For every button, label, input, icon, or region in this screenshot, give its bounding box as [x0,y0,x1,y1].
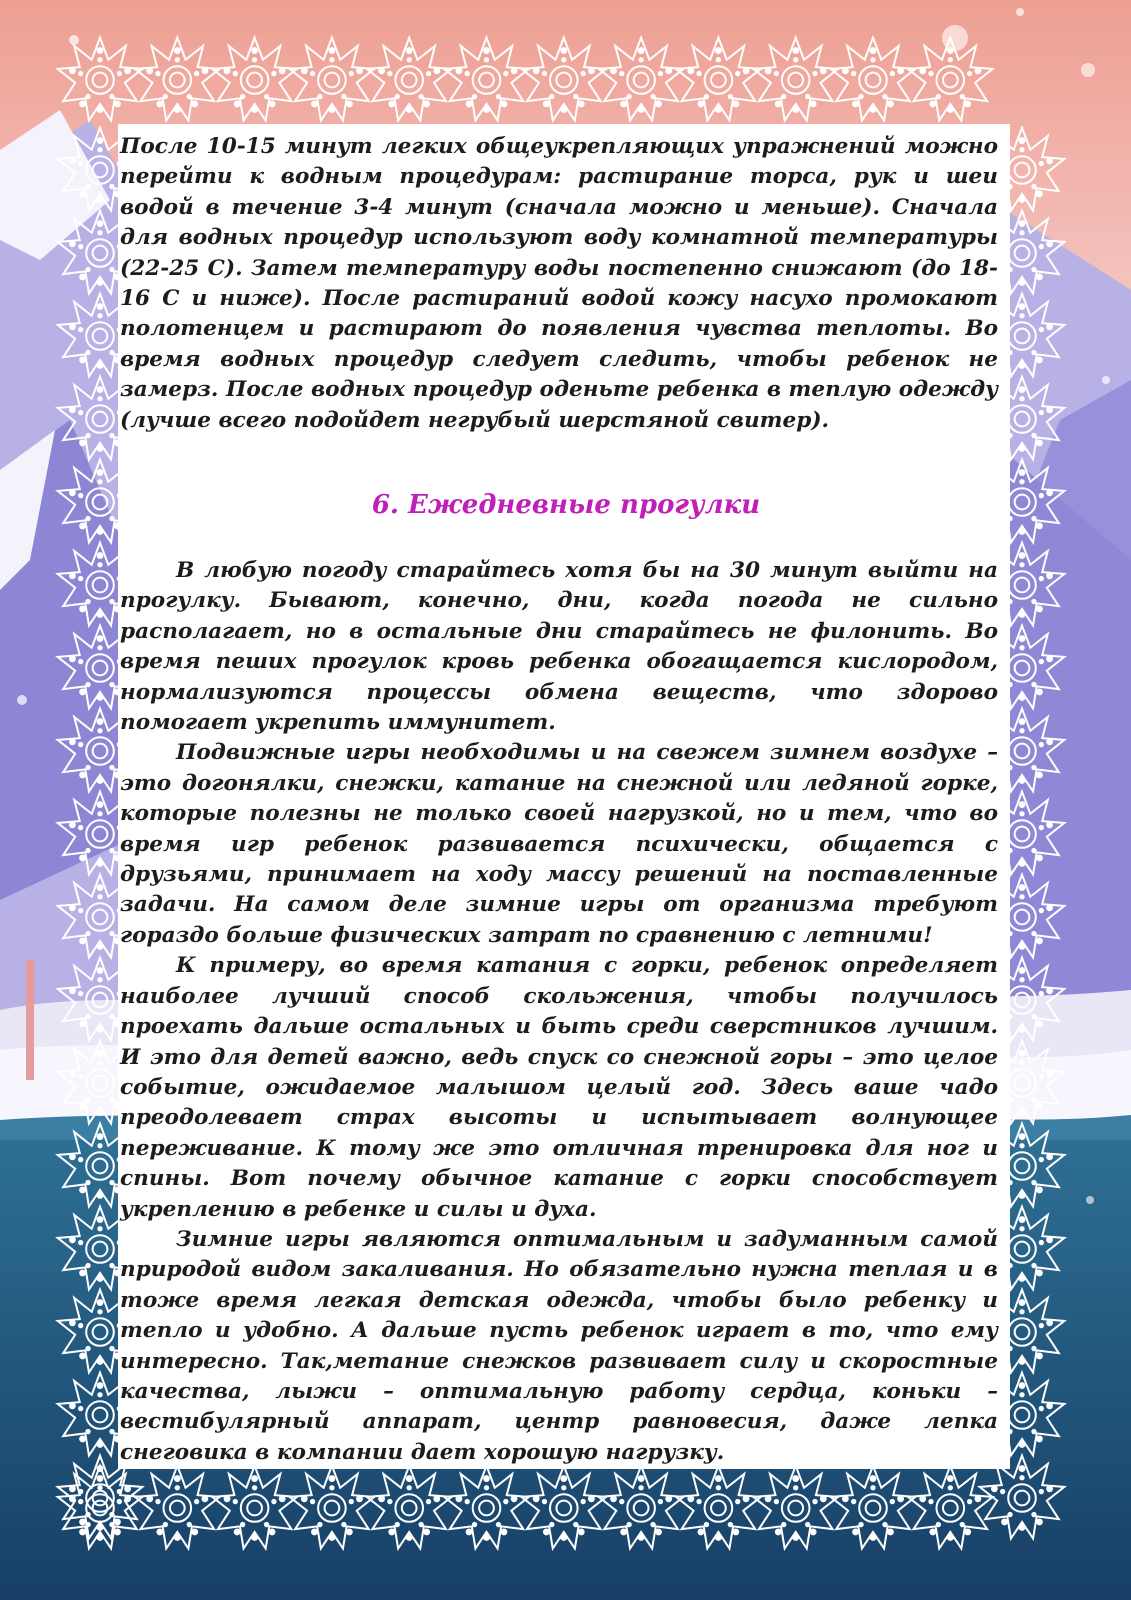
snowflake-ornament-icon [753,38,838,121]
snowflake-ornament-icon [521,1466,606,1549]
snowflake-ornament-icon [367,38,452,121]
snowflake-ornament-icon [367,1466,452,1549]
snowflake-ornament-icon [676,38,761,121]
snowflake-ornament-icon [599,38,684,121]
snowflake-ornament-icon [831,38,916,121]
snowflake-ornament-icon [58,38,143,121]
snowflake-ornament-icon [521,38,606,121]
body-paragraph: Подвижные игры необходимы и на свежем зимнем воздухе – это догонялки, снежки, катание на снежной или ледяной горке, которые полезны не только своей нагрузкой, но и тем, что во время игр ребенок развивается психически, общается с друзьями, принимает на ходу массу решений на поставленные задачи. На самом деле зимние игры от организма требуют гораздо больше физических затрат по сравнению с летними! [120,740,998,948]
snowflake-ornament-icon [290,38,375,121]
body-paragraph: В любую погоду старайтесь хотя бы на 30 минут выйти на прогулку. Бывают, конечно, дни, когда погода не сильно располагает, но в остальные дни старайтесь не филонить. Во время пеших прогулок кровь ребенка обогащается кислородом, нормализуются процессы обмена веществ, что здорово помогает укрепить иммунитет. [120,558,998,736]
snowflake-ornament-icon [212,1466,297,1549]
intro-text [120,132,998,436]
snowflake-ornament-icon [212,38,297,121]
snowflake-ornament-icon [444,1466,529,1549]
snowflake-ornament-icon [908,1466,993,1549]
snowflake-ornament-icon [753,1466,838,1549]
snowflake-ornament-icon [676,1466,761,1549]
snowflake-ornament-icon [599,1466,684,1549]
snowflake-ornament-icon [831,1466,916,1549]
body-paragraph: Зимние игры являются оптимальным и задуманным самой природой видом закаливания. Но обязательно нужна теплая и в тоже время легкая детская одежда, чтобы было ребенку и тепло и удобно. А дальше пусть ребенок играет в то, что ему интересно. Так,метание снежков развивает силу и скоростные качества, лыжи – оптимальную работу сердца, коньки – вестибулярный аппарат, центр равновесия, даже лепка снеговика в компании дает хорошую нагрузку. [120,1226,998,1465]
body-paragraph: К примеру, во время катания с горки, ребенок определяет наиболее лучший способ скольжения, чтобы получилось проехать дальше остальных и быть среди сверстников лучшим. И это для детей важно, ведь спуск со снежной горы – это целое событие, ожидаемое малышом целый год. Здесь ваше чадо преодолевает страх высоты и испытывает волнующее переживание. К тому же это отличная тренировка для ног и спины. Вот почему обычное катание с горки способствует укреплению в ребенке и силы и духа. [120,953,998,1222]
intro-paragraph: После 10-15 минут легких общеукрепляющих упражнений можно перейти к водным процедурам: растирание торса, рук и шеи водой в течение 3-4 минут (сначала можно и меньше). Сначала для водных процедур используют воду комнатной температуры (22-25 С). Затем температуру воды постепенно снижают (до 18-16 С и ниже). После растираний водой кожу насухо промокают полотенцем и растирают до появления чувства теплоты. Во время водных процедур следует следить, чтобы ребенок не замерз. После водных процедур оденьте ребенка в теплую одежду (лучше всего подойдет негрубый шерстяной свитер). [120,134,998,433]
snowflake-ornament-icon [908,38,993,121]
snowflake-ornament-icon [135,1466,220,1549]
snowflake-ornament-icon [290,1466,375,1549]
section-body [120,556,998,1468]
snowflake-ornament-icon [135,38,220,121]
section-heading: 6. Ежедневные прогулки [371,490,761,520]
snowflake-ornament-icon [444,38,529,121]
